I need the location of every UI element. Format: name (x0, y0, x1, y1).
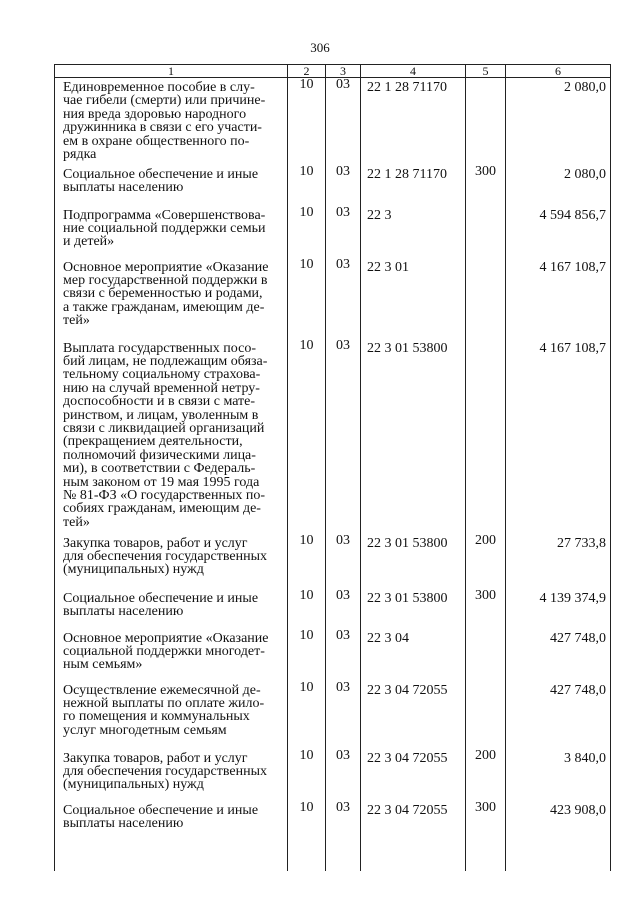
item-name-line: № 81-ФЗ «О государственных по- (63, 487, 266, 503)
target-article-code: 22 3 04 72055 (361, 681, 466, 749)
item-name (55, 681, 288, 749)
col-header-expense-type: 5 (466, 65, 506, 78)
item-name-line: доспособности и в связи с мате- (63, 394, 256, 410)
item-name-line: рядка (63, 147, 97, 163)
item-name-line: ми), в соответствии с Федераль- (63, 461, 256, 477)
item-name-line: го помещения и коммунальных (63, 709, 250, 725)
amount-value: 423 908,0 (506, 801, 611, 871)
item-name-line: Основное мероприятие «Оказание (63, 630, 269, 646)
item-name-line: Единовременное пособие в слу- (63, 80, 255, 95)
col-header-subsection: 3 (326, 65, 361, 78)
item-name-line: (муниципальных) нужд (63, 562, 204, 578)
col-header-target-article: 4 (361, 65, 466, 78)
item-name-line: дружинника в связи с его участи- (63, 120, 262, 136)
item-name-line: связи с беременностью и родами, (63, 286, 263, 302)
table-row (55, 801, 611, 871)
target-article-code: 22 3 01 (361, 258, 466, 339)
item-name-line: тельному социальному страхова- (63, 367, 261, 383)
target-article-code: 22 3 04 (361, 629, 466, 681)
section-code: 10 (288, 801, 326, 871)
item-name-line: для обеспечения государственных (63, 763, 267, 779)
item-name (55, 801, 288, 871)
expense-type-code (466, 629, 506, 681)
section-code: 10 (288, 258, 326, 339)
expense-type-code: 200 (466, 749, 506, 801)
target-article-code: 22 3 01 53800 (361, 534, 466, 589)
item-name-line: Социальное обеспечение и иные (63, 802, 259, 818)
amount-value: 4 167 108,7 (506, 339, 611, 534)
subsection-code: 03 (326, 339, 361, 534)
expense-type-code: 300 (466, 801, 506, 871)
expense-type-code (466, 206, 506, 258)
item-name-line: связи с ликвидацией организаций (63, 420, 265, 436)
subsection-code: 03 (326, 534, 361, 589)
subsection-code: 03 (326, 165, 361, 206)
subsection-code: 03 (326, 681, 361, 749)
expense-type-code (466, 78, 506, 165)
page-number: 306 (310, 40, 330, 55)
item-name-line: Основное мероприятие «Оказание (63, 259, 269, 275)
table-row (55, 206, 611, 258)
item-name-line: нию на случай временной нетру- (63, 380, 260, 396)
item-name (55, 78, 288, 165)
item-name-line: мер государственной поддержки в (63, 272, 268, 288)
item-name-line: выплаты населению (63, 603, 184, 619)
item-name-line: ным законом от 19 мая 1995 года (63, 474, 260, 490)
item-name (55, 629, 288, 681)
amount-value: 2 080,0 (506, 78, 611, 165)
amount-value: 4 167 108,7 (506, 258, 611, 339)
item-name (55, 589, 288, 629)
table-body (55, 78, 611, 871)
item-name-line: ния вреда здоровью народного (63, 106, 247, 122)
item-name-line: Выплата государственных посо- (63, 340, 256, 356)
item-name-line: ние социальной поддержки семьи (63, 220, 266, 236)
amount-value: 427 748,0 (506, 629, 611, 681)
target-article-code: 22 3 (361, 206, 466, 258)
budget-table (54, 64, 611, 871)
item-name-line: тей» (63, 514, 90, 530)
col-header-amount: 6 (506, 65, 611, 78)
item-name-line: социальной поддержки многодет- (63, 643, 265, 659)
subsection-code: 03 (326, 589, 361, 629)
item-name-line: для обеспечения государственных (63, 548, 267, 564)
item-name (55, 534, 288, 589)
expense-type-code (466, 681, 506, 749)
item-name-line: чае гибели (смерти) или причине- (63, 93, 266, 109)
target-article-code: 22 3 01 53800 (361, 339, 466, 534)
table-row (55, 78, 611, 165)
section-code: 10 (288, 534, 326, 589)
table-row (55, 339, 611, 534)
amount-value: 2 080,0 (506, 165, 611, 206)
subsection-code: 03 (326, 78, 361, 165)
section-code: 10 (288, 339, 326, 534)
col-header-section: 2 (288, 65, 326, 78)
target-article-code: 22 1 28 71170 (361, 78, 466, 165)
header-row (55, 65, 611, 78)
item-name-line: тей» (63, 313, 90, 329)
section-code: 10 (288, 589, 326, 629)
subsection-code: 03 (326, 258, 361, 339)
item-name-line: Подпрограмма «Совершенствова- (63, 207, 266, 223)
item-name-line: услуг многодетным семьям (63, 722, 227, 738)
table-row (55, 749, 611, 801)
section-code: 10 (288, 749, 326, 801)
item-name-line: Социальное обеспечение и иные (63, 590, 259, 606)
section-code: 10 (288, 206, 326, 258)
item-name-line: выплаты населению (63, 179, 184, 195)
item-name-line: а также гражданам, имеющим де- (63, 299, 265, 315)
item-name-line: Закупка товаров, работ и услуг (63, 750, 248, 766)
item-name-line: ным семьям» (63, 657, 143, 673)
section-code: 10 (288, 681, 326, 749)
amount-value: 4 594 856,7 (506, 206, 611, 258)
item-name (55, 749, 288, 801)
target-article-code: 22 3 01 53800 (361, 589, 466, 629)
item-name-line: ринством, и лицам, уволенным в (63, 407, 259, 423)
subsection-code: 03 (326, 206, 361, 258)
item-name-line: Социальное обеспечение и иные (63, 166, 259, 182)
target-article-code: 22 3 04 72055 (361, 801, 466, 871)
subsection-code: 03 (326, 749, 361, 801)
item-name-line: Осуществление ежемесячной де- (63, 682, 261, 698)
amount-value: 27 733,8 (506, 534, 611, 589)
amount-value: 3 840,0 (506, 749, 611, 801)
item-name (55, 339, 288, 534)
item-name-line: бий лицам, не подлежащим обяза- (63, 353, 268, 369)
subsection-code: 03 (326, 629, 361, 681)
table-row (55, 589, 611, 629)
item-name-line: (прекращением деятельности, (63, 434, 243, 450)
item-name-line: (муниципальных) нужд (63, 777, 204, 793)
item-name-line: выплаты населению (63, 815, 184, 831)
table-row (55, 681, 611, 749)
item-name-line: Закупка товаров, работ и услуг (63, 535, 248, 551)
table-row (55, 534, 611, 589)
subsection-code: 03 (326, 801, 361, 871)
item-name-line: собиях гражданам, имеющим де- (63, 501, 261, 517)
target-article-code: 22 1 28 71170 (361, 165, 466, 206)
item-name-line: нежной выплаты по оплате жило- (63, 695, 265, 711)
expense-type-code: 200 (466, 534, 506, 589)
table-row (55, 629, 611, 681)
target-article-code: 22 3 04 72055 (361, 749, 466, 801)
item-name (55, 258, 288, 339)
expense-type-code (466, 258, 506, 339)
amount-value: 4 139 374,9 (506, 589, 611, 629)
amount-value: 427 748,0 (506, 681, 611, 749)
expense-type-code (466, 339, 506, 534)
item-name-line: ем в охране общественного по- (63, 133, 250, 149)
item-name (55, 165, 288, 206)
item-name-line: и детей» (63, 234, 115, 250)
expense-type-code: 300 (466, 165, 506, 206)
table-row (55, 165, 611, 206)
col-header-name: 1 (55, 65, 288, 78)
section-code: 10 (288, 165, 326, 206)
expense-type-code: 300 (466, 589, 506, 629)
item-name-line: полномочий физическими лица- (63, 447, 256, 463)
item-name (55, 206, 288, 258)
section-code: 10 (288, 78, 326, 165)
table-row (55, 258, 611, 339)
section-code: 10 (288, 629, 326, 681)
